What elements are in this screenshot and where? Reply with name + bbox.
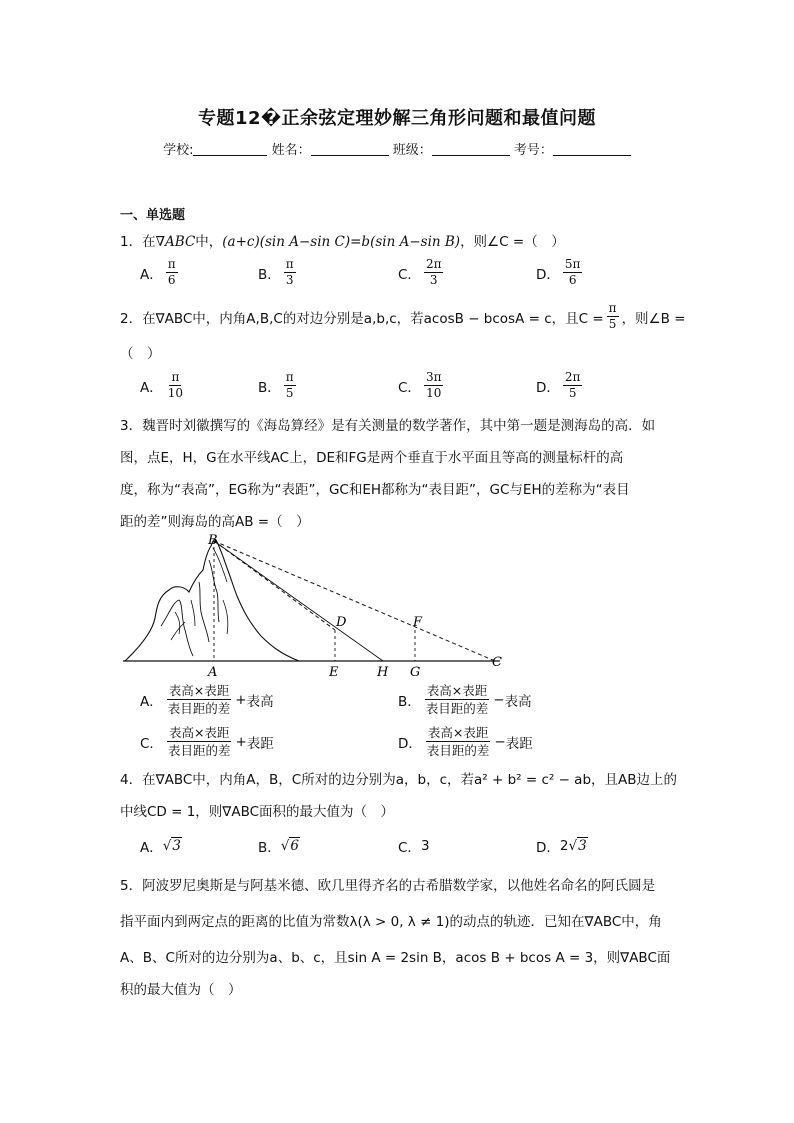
q2-paren: （ ） [120,346,161,362]
q3-option-c[interactable]: C． $\frac{\text{表高×表距}}{\text{表目距的差}}$ + 表距 [140,725,274,758]
label-b: B [208,533,218,548]
school-blank[interactable] [193,143,267,156]
label-f: F [413,615,423,630]
q5-line-4: 积的最大值为（ ） [120,982,242,998]
page-title: 专题12�正余弦定理妙解三角形问题和最值问题 [197,108,597,129]
q4-option-a[interactable]: A． √3 [140,838,181,856]
q5-line-3: A、B、C所对的边分别为a、b、c，且sin A = 2sin B，acos B + bcos A = 3，则∇ABC面 [120,950,671,966]
q3-option-d[interactable]: D． $\frac{\text{表高×表距}}{\text{表目距的差}}$ − 表距 [398,725,533,758]
label-e: E [329,665,339,680]
q3-option-b[interactable]: B． $\frac{\text{表高×表距}}{\text{表目距的差}}$ − 表高 [398,683,532,716]
q4-option-b[interactable]: B． √6 [258,838,299,856]
q1-stem: 1．在∇ABC中，(a+c)(sin A−sin C)=b(sin A−sin B)，则∠C =（ ） [120,234,565,250]
section-heading: 一、单选题 [120,208,186,223]
school-label: 学校: [163,143,194,158]
q3-line-4: 距的差”则海岛的高AB =（ ） [120,514,310,530]
id-blank[interactable] [553,143,631,156]
name-blank[interactable] [311,143,389,156]
island-figure [115,530,515,680]
q1-option-b[interactable]: B． $\frac{\pi}{3}$ [258,257,294,287]
label-a: A [208,665,218,680]
q2-stem: 2．在∇ABC中，内角A,B,C的对边分别是a,b,c，若acosB − bcosA = c，且C = $\frac{\pi}{5}$ ，则∠B = [120,301,686,331]
q5-line-2: 指平面内到两定点的距离的比值为常数λ(λ > 0, λ ≠ 1)的动点的轨迹．已知在∇ABC中，角 [120,914,662,930]
q4-line-1: 4．在∇ABC中，内角A，B，C所对的边分别为a，b，c，若a² + b² = c² − ab，且AB边上的 [120,772,678,788]
class-label: 班级： [392,143,432,158]
label-c: C [492,655,502,670]
label-d: D [336,615,347,630]
q2-option-b[interactable]: B． $\frac{\pi}{5}$ [258,370,294,400]
student-info-row [0,139,794,158]
q3-line-2: 图，点E，H，G在水平线AC上，DE和FG是两个垂直于水平面且等高的测量标杆的高 [120,450,624,466]
q4-option-d[interactable]: D． 2 √3 [536,838,587,856]
q4-option-c[interactable]: C． 3 [398,838,430,856]
id-label: 考号： [513,143,553,158]
name-label: 姓名： [271,143,311,158]
q5-line-1: 5．阿波罗尼奥斯是与阿基米德、欧几里得齐名的古希腊数学家，以他姓名命名的阿氏圆是 [120,878,656,894]
q1-option-a[interactable]: A． $\frac{\pi}{6}$ [140,257,176,287]
q4-line-2: 中线CD = 1，则∇ABC面积的最大值为（ ） [120,804,395,820]
q2-option-d[interactable]: D． $\frac{2\pi}{5}$ [536,370,581,400]
q1-option-c[interactable]: C． $\frac{2\pi}{3}$ [398,257,442,287]
label-h: H [377,665,389,680]
q2-option-a[interactable]: A． $\frac{\pi}{10}$ [140,370,184,400]
label-g: G [410,665,421,680]
q1-option-d[interactable]: D． $\frac{5\pi}{6}$ [536,257,581,287]
q2-option-c[interactable]: C． $\frac{3\pi}{10}$ [398,370,442,400]
q3-line-1: 3．魏晋时刘徽撰写的《海岛算经》是有关测量的数学著作，其中第一题是测海岛的高．如 [120,418,656,434]
class-blank[interactable] [432,143,510,156]
q3-line-3: 度，称为“表高”，EG称为“表距”，GC和EH都称为“表目距”，GC与EH的差称为“表目 [120,482,630,498]
q3-option-a[interactable]: A． $\frac{\text{表高×表距}}{\text{表目距的差}}$ + 表高 [140,683,274,716]
